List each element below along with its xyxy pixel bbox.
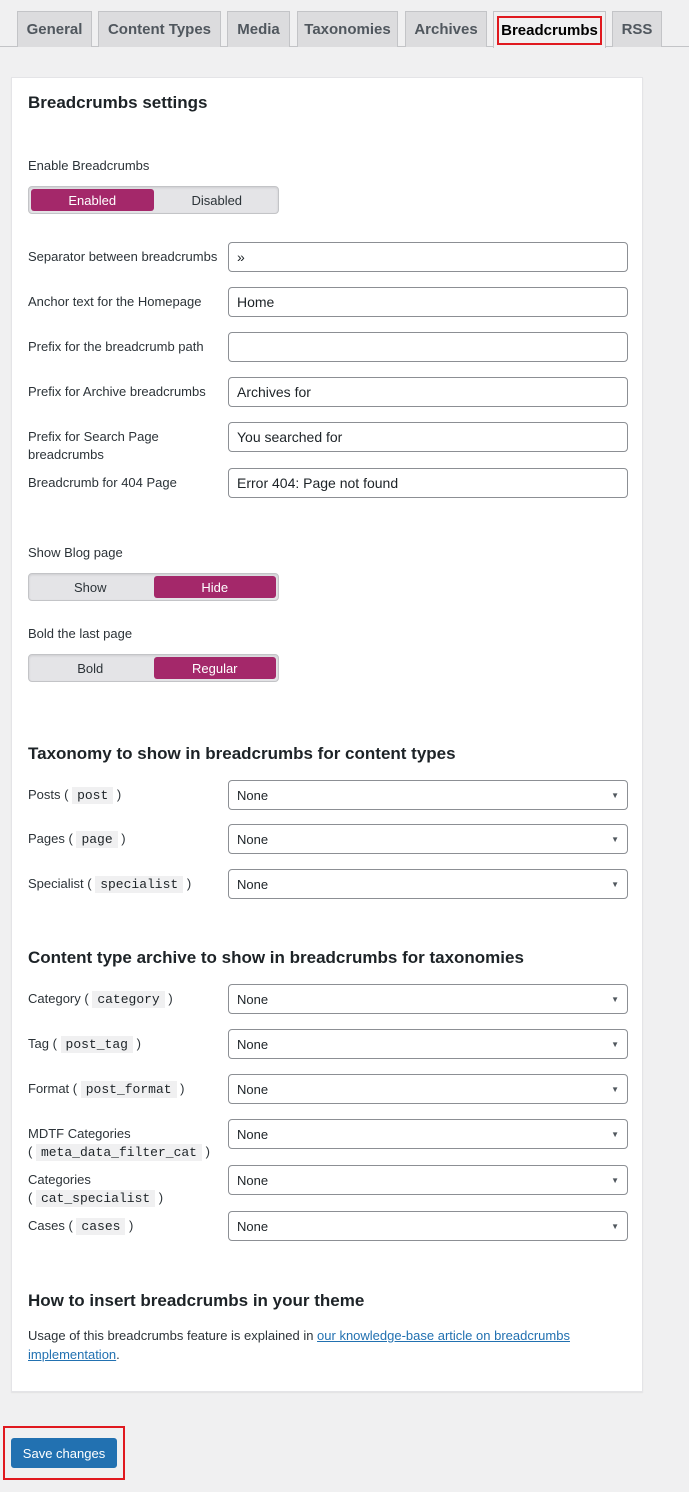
taxonomy-row-label: Specialist ( specialist ) bbox=[28, 876, 192, 892]
dropdown-arrow-icon: ▼ bbox=[611, 994, 619, 1004]
howto-text bbox=[28, 1326, 628, 1364]
knowledge-base-link[interactable]: our knowledge-base article on breadcrumbs implementation bbox=[28, 1328, 570, 1362]
specialist-taxonomy-select[interactable] bbox=[228, 869, 628, 899]
mdtf-archive-select[interactable] bbox=[228, 1119, 628, 1149]
archive-row-label: Format ( post_format ) bbox=[28, 1081, 185, 1097]
row-code: post_format bbox=[81, 1081, 177, 1098]
tab-taxonomies[interactable] bbox=[297, 11, 398, 47]
row-name: Posts bbox=[28, 787, 61, 802]
row-name: Tag bbox=[28, 1036, 49, 1051]
homepage-anchor-input[interactable] bbox=[228, 287, 628, 317]
dropdown-arrow-icon: ▼ bbox=[611, 834, 619, 844]
select-value: None bbox=[237, 1218, 269, 1234]
bold-option[interactable]: Bold bbox=[77, 660, 104, 676]
hide-option[interactable]: Hide bbox=[154, 576, 277, 598]
tab-general[interactable] bbox=[17, 11, 92, 47]
taxonomy-row-label: Posts ( post ) bbox=[28, 787, 122, 803]
row-code: category bbox=[92, 991, 164, 1008]
archive-prefix-label: Prefix for Archive breadcrumbs bbox=[28, 384, 206, 399]
dropdown-arrow-icon: ▼ bbox=[611, 1175, 619, 1185]
bold-last-label: Bold the last page bbox=[28, 626, 133, 641]
select-value: None bbox=[237, 876, 269, 892]
howto-text-after: . bbox=[116, 1347, 120, 1362]
separator-label: Separator between breadcrumbs bbox=[28, 249, 218, 264]
select-value: None bbox=[237, 1081, 269, 1097]
tab-breadcrumbs[interactable] bbox=[493, 11, 606, 48]
taxonomy-row-label: Pages ( page ) bbox=[28, 831, 126, 847]
row-name: Specialist bbox=[28, 876, 84, 891]
select-value: None bbox=[237, 991, 269, 1007]
search-prefix-input[interactable] bbox=[228, 422, 628, 452]
regular-option[interactable]: Regular bbox=[154, 657, 277, 679]
howto-heading: How to insert breadcrumbs in your theme bbox=[28, 1291, 365, 1310]
archive-row-label: Categories ( cat_specialist ) bbox=[28, 1172, 164, 1206]
row-code: specialist bbox=[95, 876, 183, 893]
select-value: None bbox=[237, 1172, 269, 1188]
row-code: meta_data_filter_cat bbox=[36, 1144, 202, 1161]
homepage-anchor-label: Anchor text for the Homepage bbox=[28, 294, 202, 309]
breadcrumbs-settings-panel bbox=[11, 77, 643, 1392]
tab-label: Archives bbox=[414, 21, 478, 38]
categories-archive-select[interactable] bbox=[228, 1165, 628, 1195]
tab-label: Content Types bbox=[107, 21, 212, 38]
howto-text-before: Usage of this breadcrumbs feature is explained in bbox=[28, 1328, 318, 1343]
cases-archive-select[interactable] bbox=[228, 1211, 628, 1241]
search-prefix-label: Prefix for Search Page breadcrumbs bbox=[28, 429, 159, 462]
path-prefix-input[interactable] bbox=[228, 332, 628, 362]
archive-prefix-input[interactable] bbox=[228, 377, 628, 407]
tab-label: Media bbox=[237, 21, 280, 38]
dropdown-arrow-icon: ▼ bbox=[611, 790, 619, 800]
dropdown-arrow-icon: ▼ bbox=[611, 1129, 619, 1139]
row-name: Categories bbox=[28, 1172, 91, 1187]
row-name: Pages bbox=[28, 831, 65, 846]
row-code: page bbox=[76, 831, 117, 848]
bold-last-toggle bbox=[28, 654, 279, 682]
dropdown-arrow-icon: ▼ bbox=[611, 879, 619, 889]
select-value: None bbox=[237, 831, 269, 847]
show-blog-label: Show Blog page bbox=[28, 545, 123, 560]
404-input[interactable] bbox=[228, 468, 628, 498]
settings-tabs bbox=[0, 0, 689, 47]
settings-heading: Breadcrumbs settings bbox=[28, 93, 208, 112]
path-prefix-label: Prefix for the breadcrumb path bbox=[28, 339, 204, 354]
select-value: None bbox=[237, 787, 269, 803]
posts-taxonomy-select[interactable] bbox=[228, 780, 628, 810]
save-changes-button[interactable]: Save changes bbox=[11, 1438, 117, 1468]
archive-section-heading: Content type archive to show in breadcrumbs for taxonomies bbox=[28, 948, 524, 967]
row-name: Category bbox=[28, 991, 81, 1006]
tab-label: Breadcrumbs bbox=[497, 16, 602, 45]
tab-archives[interactable] bbox=[405, 11, 487, 47]
tab-content-types[interactable] bbox=[98, 11, 221, 47]
tab-media[interactable] bbox=[227, 11, 290, 47]
enable-breadcrumbs-toggle bbox=[28, 186, 279, 214]
tag-archive-select[interactable] bbox=[228, 1029, 628, 1059]
enable-breadcrumbs-label: Enable Breadcrumbs bbox=[28, 158, 150, 173]
archive-row-label: MDTF Categories ( meta_data_filter_cat ) bbox=[28, 1126, 210, 1160]
row-name: Cases bbox=[28, 1218, 65, 1233]
row-name: MDTF Categories bbox=[28, 1126, 131, 1141]
row-code: post_tag bbox=[61, 1036, 133, 1053]
dropdown-arrow-icon: ▼ bbox=[611, 1084, 619, 1094]
taxonomy-section-heading: Taxonomy to show in breadcrumbs for content types bbox=[28, 744, 456, 763]
category-archive-select[interactable] bbox=[228, 984, 628, 1014]
show-option[interactable]: Show bbox=[73, 579, 107, 595]
tab-label: General bbox=[26, 21, 83, 38]
row-code: cases bbox=[76, 1218, 125, 1235]
dropdown-arrow-icon: ▼ bbox=[611, 1039, 619, 1049]
show-blog-toggle bbox=[28, 573, 279, 601]
tab-label: Taxonomies bbox=[304, 21, 391, 38]
archive-row-label: Tag ( post_tag ) bbox=[28, 1036, 141, 1052]
enabled-option[interactable]: Enabled bbox=[31, 189, 154, 211]
row-code: post bbox=[72, 787, 113, 804]
disabled-option[interactable]: Disabled bbox=[191, 192, 243, 208]
tab-label: RSS bbox=[621, 21, 653, 38]
pages-taxonomy-select[interactable] bbox=[228, 824, 628, 854]
row-code: cat_specialist bbox=[36, 1190, 155, 1207]
404-label: Breadcrumb for 404 Page bbox=[28, 475, 177, 490]
format-archive-select[interactable] bbox=[228, 1074, 628, 1104]
separator-input[interactable] bbox=[228, 242, 628, 272]
archive-row-label: Cases ( cases ) bbox=[28, 1218, 134, 1234]
select-value: None bbox=[237, 1126, 269, 1142]
dropdown-arrow-icon: ▼ bbox=[611, 1221, 619, 1231]
tab-rss[interactable] bbox=[612, 11, 662, 47]
select-value: None bbox=[237, 1036, 269, 1052]
row-name: Format bbox=[28, 1081, 70, 1096]
archive-row-label: Category ( category ) bbox=[28, 991, 173, 1007]
